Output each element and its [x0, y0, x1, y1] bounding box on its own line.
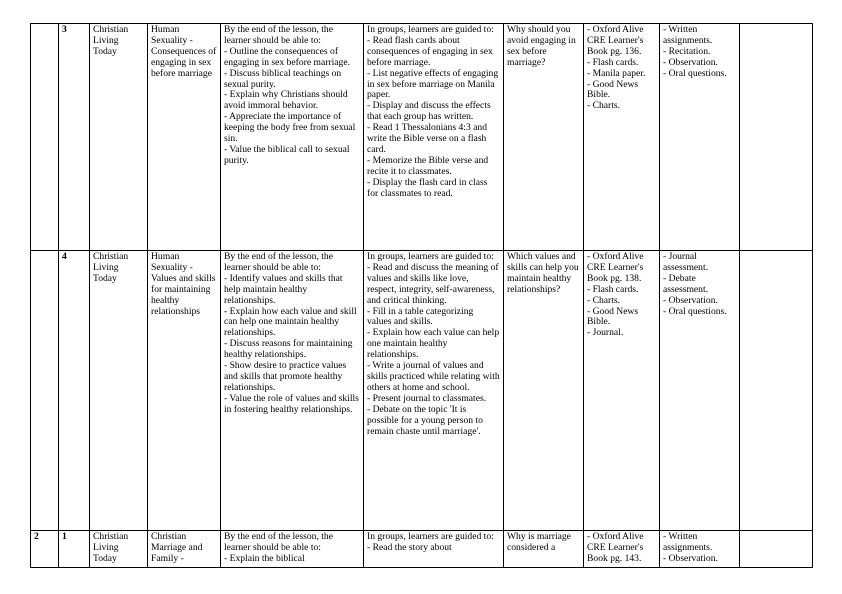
outcome-line: - Explain how each value and skill can help one maintain healthy relationships.: [224, 305, 360, 339]
outcome-line: - Discuss reasons for maintaining healthy relationships.: [224, 338, 355, 361]
resources-clip: [587, 532, 656, 567]
resource-line: - Oxford Alive CRE Learner's Book pg. 138.: [587, 251, 646, 284]
learning-experiences-cell: [364, 24, 504, 251]
sub-strand-cell: [148, 531, 221, 568]
strand-cell: Christian Living Today: [90, 24, 148, 251]
outcome-line: - Identify values and skills that help maintain healthy relationships.: [224, 272, 345, 306]
learning-outcomes-cell: [221, 531, 364, 568]
inquiry-text: Why is marriage considered a: [507, 531, 571, 553]
experience-line: - Display and discuss the effects that each group has written.: [367, 100, 494, 123]
assessment-line: - Oral questions.: [663, 305, 727, 317]
scheme-of-work-table: [30, 23, 813, 568]
resource-line: - Journal.: [587, 327, 624, 339]
learning-experiences-cell: [364, 251, 504, 531]
experience-line: - Read 1 Thessalonians 4:3 and write the Bible verse on a flash card.: [367, 122, 490, 155]
sub-strand-cell: Human Sexuality - Consequences of engaging in sex before marriage: [148, 24, 221, 251]
resource-line: - Flash cards.: [587, 283, 639, 295]
learning-outcomes-cell: [221, 251, 364, 531]
resource-line: - Flash cards.: [587, 56, 639, 68]
assessment-line: - Observation.: [663, 552, 718, 564]
assessment-line: - Recitation.: [663, 45, 711, 57]
learning-experiences-cell: [364, 531, 504, 568]
table-row: [31, 251, 813, 531]
outcome-line: - Discuss biblical teachings on sexual purity.: [224, 67, 344, 90]
assessment-line: - Observation.: [663, 56, 718, 68]
outcomes-clip: [224, 532, 360, 567]
strand-cell: [90, 531, 148, 568]
resource-line: - Manila paper.: [587, 67, 646, 79]
assessment-clip: [663, 532, 736, 567]
key-inquiry-question-cell: Why should you avoid engaging in sex before marriage?: [504, 24, 584, 251]
remarks-cell: [740, 531, 813, 568]
outcome-line: By the end of the lesson, the learner should be able to:: [224, 531, 336, 553]
week-cell: [31, 251, 59, 531]
lesson-number-cell: 4: [59, 251, 90, 531]
resource-line: - Charts.: [587, 294, 621, 306]
week-cell: [31, 24, 59, 251]
key-inquiry-question-cell: Which values and skills can help you maintain healthy relationships?: [504, 251, 584, 531]
key-inquiry-question-cell: [504, 531, 584, 568]
outcome-line: - Show desire to practice values and skills that promote healthy relationships.: [224, 360, 349, 393]
experience-line: - Read flash cards about consequences of engaging in sex before marriage.: [367, 34, 496, 68]
assessment-cell: [660, 24, 740, 251]
experiences-clip: [367, 532, 500, 567]
experience-line: In groups, learners are guided to:: [367, 251, 494, 262]
experience-line: - Read and discuss the meaning of values and skills like love, respect, integrity, self-awareness, and critical thinking.: [367, 261, 502, 306]
resource-line: - Good News Bible.: [587, 305, 641, 328]
assessment-line: - Journal assessment.: [663, 251, 709, 273]
experience-line: - Fill in a table categorizing values and skills.: [367, 305, 476, 328]
assessment-cell: [660, 251, 740, 531]
outcome-line: - Value the role of values and skills in fostering healthy relationships.: [224, 392, 362, 415]
learning-resources-cell: [584, 251, 660, 531]
sub-strand-cell: Human Sexuality - Values and skills for maintaining healthy relationships: [148, 251, 221, 531]
experience-line: - Debate on the topic 'It is possible for a young person to remain chaste until marriage'.: [367, 403, 486, 437]
outcome-line: - Explain why Christians should avoid immoral behavior.: [224, 89, 351, 112]
outcome-line: - Outline the consequences of engaging in sex before marriage.: [224, 45, 350, 68]
outcome-line: - Value the biblical call to sexual purity.: [224, 143, 352, 166]
learning-resources-cell: [584, 531, 660, 568]
week-cell: 2: [31, 531, 59, 568]
strand-cell: Christian Living Today: [90, 251, 148, 531]
experience-line: - Memorize the Bible verse and recite it to classmates.: [367, 154, 491, 177]
assessment-line: - Written assignments.: [663, 531, 713, 553]
assessment-cell: [660, 531, 740, 568]
experience-line: - List negative effects of engaging in sex before marriage on Manila paper.: [367, 67, 501, 101]
experience-line: - Explain how each value can help one maintain healthy relationships.: [367, 327, 502, 361]
experience-line: In groups, learners are guided to:: [367, 531, 494, 542]
experience-line: In groups, learners are guided to:: [367, 24, 494, 35]
assessment-line: - Oral questions.: [663, 67, 727, 79]
resource-line: - Oxford Alive CRE Learner's Book pg. 143.: [587, 531, 646, 564]
sub-strand-text: Christian Marriage and Family -: [151, 531, 203, 564]
learning-resources-cell: [584, 24, 660, 251]
experience-line: - Read the story about: [367, 541, 452, 553]
outcome-line: - Appreciate the importance of keeping the body free from sexual sin.: [224, 111, 358, 145]
assessment-line: - Observation.: [663, 294, 718, 306]
table-row: [31, 531, 813, 568]
experience-line: - Write a journal of values and skills practiced while relating with others at home and school.: [367, 360, 503, 393]
table-row: [31, 24, 813, 251]
outcome-line: - Explain the biblical: [224, 552, 305, 564]
lesson-number-cell: 3: [59, 24, 90, 251]
outcome-line: By the end of the lesson, the learner should be able to:: [224, 24, 336, 46]
assessment-line: - Debate assessment.: [663, 272, 709, 295]
scheme-of-work-page: [30, 23, 813, 568]
strand-text: Christian Living Today: [93, 531, 129, 564]
resource-line: - Charts.: [587, 100, 621, 112]
remarks-cell: [740, 251, 813, 531]
resource-line: - Good News Bible.: [587, 78, 641, 101]
remarks-cell: [740, 24, 813, 251]
resource-line: - Oxford Alive CRE Learner's Book pg. 136.: [587, 24, 646, 57]
assessment-line: - Written assignments.: [663, 24, 713, 46]
lesson-number-cell: 1: [59, 531, 90, 568]
learning-outcomes-cell: [221, 24, 364, 251]
experience-line: - Display the flash card in class for classmates to read.: [367, 176, 490, 199]
outcome-line: By the end of the lesson, the learner should be able to:: [224, 251, 336, 273]
experience-line: - Present journal to classmates.: [367, 392, 487, 404]
